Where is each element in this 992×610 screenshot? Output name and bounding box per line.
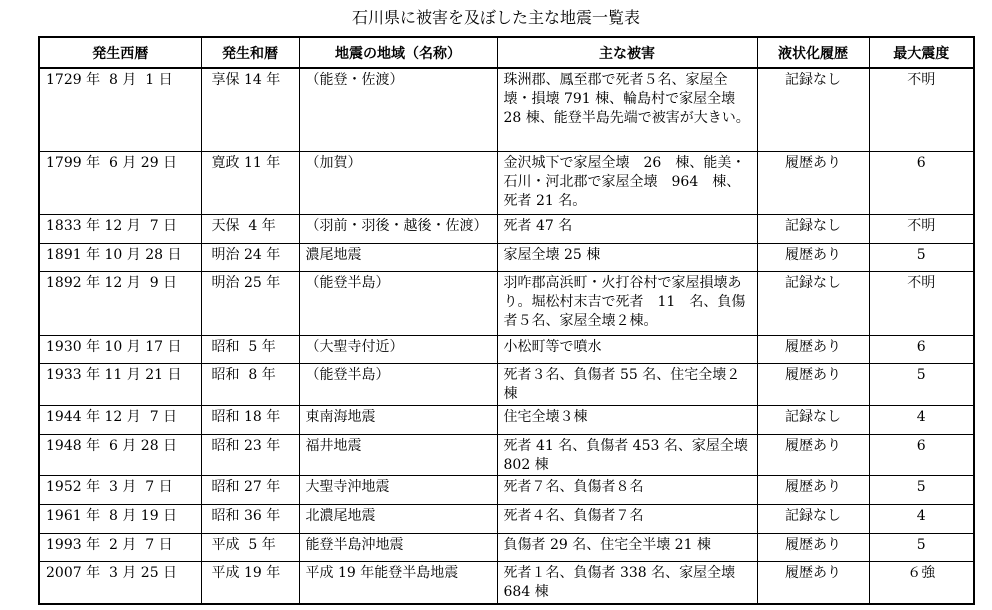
cell-japanese-date: 明治 25 年 bbox=[201, 272, 299, 335]
cell-western-date: 1833 年 12 月 7 日 bbox=[39, 215, 201, 244]
cell-region: 北濃尾地震 bbox=[299, 504, 497, 533]
cell-max-intensity bbox=[869, 562, 974, 604]
cell-region: 大聖寺沖地震 bbox=[299, 476, 497, 505]
cell-western-date: 1993 年 2 月 7 日 bbox=[39, 533, 201, 562]
intensity-value: 4 bbox=[916, 409, 926, 426]
cell-damage: 珠洲郡、鳳至郡で死者５名、家屋全壊・損壊 791 棟、輪島村で家屋全壊 28 棟、能登半島先端で被害が大きい。 bbox=[497, 68, 757, 152]
cell-max-intensity bbox=[869, 152, 974, 215]
table-row bbox=[39, 243, 974, 272]
liquefaction-value: 記録なし bbox=[785, 507, 841, 524]
cell-western-date: 1944 年 12 月 7 日 bbox=[39, 406, 201, 435]
table-row bbox=[39, 533, 974, 562]
table-row bbox=[39, 335, 974, 364]
cell-max-intensity bbox=[869, 272, 974, 335]
earthquake-table bbox=[38, 36, 975, 605]
column-header-damage: 主な被害 bbox=[497, 37, 757, 68]
cell-region: 能登半島沖地震 bbox=[299, 533, 497, 562]
cell-damage: 家屋全壊 25 棟 bbox=[497, 243, 757, 272]
intensity-value: 6 bbox=[916, 437, 926, 454]
cell-liquefaction bbox=[757, 562, 869, 604]
cell-max-intensity bbox=[869, 68, 974, 152]
cell-western-date: 1729 年 8 月 1 日 bbox=[39, 68, 201, 152]
table-row bbox=[39, 152, 974, 215]
intensity-value: 5 bbox=[916, 479, 926, 496]
cell-western-date: 2007 年 3 月 25 日 bbox=[39, 562, 201, 604]
cell-western-date: 1891 年 10 月 28 日 bbox=[39, 243, 201, 272]
cell-western-date: 1952 年 3 月 7 日 bbox=[39, 476, 201, 505]
liquefaction-value: 履歴あり bbox=[785, 437, 841, 454]
intensity-value: 不明 bbox=[907, 218, 936, 235]
liquefaction-value: 履歴あり bbox=[785, 367, 841, 384]
cell-max-intensity bbox=[869, 406, 974, 435]
cell-max-intensity bbox=[869, 243, 974, 272]
table-row bbox=[39, 364, 974, 406]
cell-japanese-date: 寛政 11 年 bbox=[201, 152, 299, 215]
cell-damage: 羽咋郡高浜町・火打谷村で家屋損壊あり。堀松村末吉で死者 11 名、負傷者５名、家屋全壊２棟。 bbox=[497, 272, 757, 335]
cell-japanese-date: 昭和 23 年 bbox=[201, 434, 299, 476]
cell-damage: 死者３名、負傷者 55 名、住宅全壊２棟 bbox=[497, 364, 757, 406]
cell-region: （大聖寺付近） bbox=[299, 335, 497, 364]
cell-region: （能登半島） bbox=[299, 364, 497, 406]
cell-western-date: 1933 年 11 月 21 日 bbox=[39, 364, 201, 406]
cell-damage: 金沢城下で家屋全壊 26 棟、能美・石川・河北郡で家屋全壊 964 棟、死者 21 名。 bbox=[497, 152, 757, 215]
liquefaction-value: 記録なし bbox=[785, 275, 841, 292]
cell-damage: 死者 47 名 bbox=[497, 215, 757, 244]
cell-region: 濃尾地震 bbox=[299, 243, 497, 272]
cell-liquefaction bbox=[757, 68, 869, 152]
cell-max-intensity bbox=[869, 434, 974, 476]
cell-japanese-date: 昭和 18 年 bbox=[201, 406, 299, 435]
cell-region: （羽前・羽後・越後・佐渡） bbox=[299, 215, 497, 244]
column-header-western-date: 発生西暦 bbox=[39, 37, 201, 68]
cell-japanese-date: 平成 19 年 bbox=[201, 562, 299, 604]
table-row bbox=[39, 272, 974, 335]
cell-japanese-date: 昭和 36 年 bbox=[201, 504, 299, 533]
liquefaction-value: 履歴あり bbox=[785, 565, 841, 582]
cell-japanese-date: 天保 4 年 bbox=[201, 215, 299, 244]
liquefaction-value: 履歴あり bbox=[785, 338, 841, 355]
cell-japanese-date: 平成 5 年 bbox=[201, 533, 299, 562]
intensity-value: 5 bbox=[916, 367, 926, 384]
header-row bbox=[39, 37, 974, 68]
cell-western-date: 1948 年 6 月 28 日 bbox=[39, 434, 201, 476]
cell-max-intensity bbox=[869, 215, 974, 244]
cell-japanese-date: 昭和 5 年 bbox=[201, 335, 299, 364]
cell-max-intensity bbox=[869, 476, 974, 505]
cell-damage: 負傷者 29 名、住宅全半壊 21 棟 bbox=[497, 533, 757, 562]
liquefaction-value: 履歴あり bbox=[785, 479, 841, 496]
cell-japanese-date: 昭和 8 年 bbox=[201, 364, 299, 406]
cell-max-intensity bbox=[869, 364, 974, 406]
cell-max-intensity bbox=[869, 504, 974, 533]
cell-western-date: 1930 年 10 月 17 日 bbox=[39, 335, 201, 364]
cell-region: 福井地震 bbox=[299, 434, 497, 476]
intensity-value: ６強 bbox=[907, 565, 936, 582]
cell-region: （能登・佐渡） bbox=[299, 68, 497, 152]
column-header-max-intensity: 最大震度 bbox=[869, 37, 974, 68]
table-row bbox=[39, 215, 974, 244]
intensity-value: 4 bbox=[916, 507, 926, 524]
intensity-value: 不明 bbox=[907, 72, 936, 88]
cell-region: 平成 19 年能登半島地震 bbox=[299, 562, 497, 604]
cell-liquefaction bbox=[757, 272, 869, 335]
cell-damage: 死者７名、負傷者８名 bbox=[497, 476, 757, 505]
document-title: 石川県に被害を及ぼした主な地震一覧表 bbox=[351, 8, 640, 27]
intensity-value: 5 bbox=[916, 536, 926, 553]
liquefaction-value: 履歴あり bbox=[785, 246, 841, 263]
cell-damage: 住宅全壊３棟 bbox=[497, 406, 757, 435]
cell-region: （能登半島） bbox=[299, 272, 497, 335]
cell-liquefaction bbox=[757, 152, 869, 215]
cell-max-intensity bbox=[869, 533, 974, 562]
cell-damage: 死者１名、負傷者 338 名、家屋全壊 684 棟 bbox=[497, 562, 757, 604]
cell-japanese-date: 明治 24 年 bbox=[201, 243, 299, 272]
cell-max-intensity bbox=[869, 335, 974, 364]
liquefaction-value: 履歴あり bbox=[785, 155, 841, 172]
liquefaction-value: 記録なし bbox=[785, 218, 841, 235]
cell-liquefaction bbox=[757, 406, 869, 435]
table-row bbox=[39, 562, 974, 604]
cell-liquefaction bbox=[757, 335, 869, 364]
cell-liquefaction bbox=[757, 243, 869, 272]
column-header-japanese-date: 発生和暦 bbox=[201, 37, 299, 68]
liquefaction-value: 記録なし bbox=[785, 409, 841, 426]
intensity-value: 不明 bbox=[907, 275, 936, 292]
cell-liquefaction bbox=[757, 504, 869, 533]
cell-liquefaction bbox=[757, 364, 869, 406]
table-row bbox=[39, 434, 974, 476]
cell-liquefaction bbox=[757, 434, 869, 476]
intensity-value: 6 bbox=[916, 155, 926, 172]
cell-damage: 死者 41 名、負傷者 453 名、家屋全壊 802 棟 bbox=[497, 434, 757, 476]
column-header-region: 地震の地域（名称） bbox=[299, 37, 497, 68]
cell-damage: 死者４名、負傷者７名 bbox=[497, 504, 757, 533]
cell-liquefaction bbox=[757, 533, 869, 562]
liquefaction-value: 履歴あり bbox=[785, 536, 841, 553]
cell-liquefaction bbox=[757, 215, 869, 244]
cell-japanese-date: 享保 14 年 bbox=[201, 68, 299, 152]
table-row bbox=[39, 504, 974, 533]
table-row bbox=[39, 406, 974, 435]
cell-western-date: 1892 年 12 月 9 日 bbox=[39, 272, 201, 335]
intensity-value: 5 bbox=[916, 246, 926, 263]
table-row bbox=[39, 68, 974, 152]
intensity-value: 6 bbox=[916, 338, 926, 355]
column-header-liquefaction: 液状化履歴 bbox=[757, 37, 869, 68]
liquefaction-value: 記録なし bbox=[785, 72, 841, 88]
cell-region: （加賀） bbox=[299, 152, 497, 215]
cell-liquefaction bbox=[757, 476, 869, 505]
cell-japanese-date: 昭和 27 年 bbox=[201, 476, 299, 505]
cell-damage: 小松町等で噴水 bbox=[497, 335, 757, 364]
cell-region: 東南海地震 bbox=[299, 406, 497, 435]
table-row bbox=[39, 476, 974, 505]
cell-western-date: 1799 年 6 月 29 日 bbox=[39, 152, 201, 215]
cell-western-date: 1961 年 8 月 19 日 bbox=[39, 504, 201, 533]
